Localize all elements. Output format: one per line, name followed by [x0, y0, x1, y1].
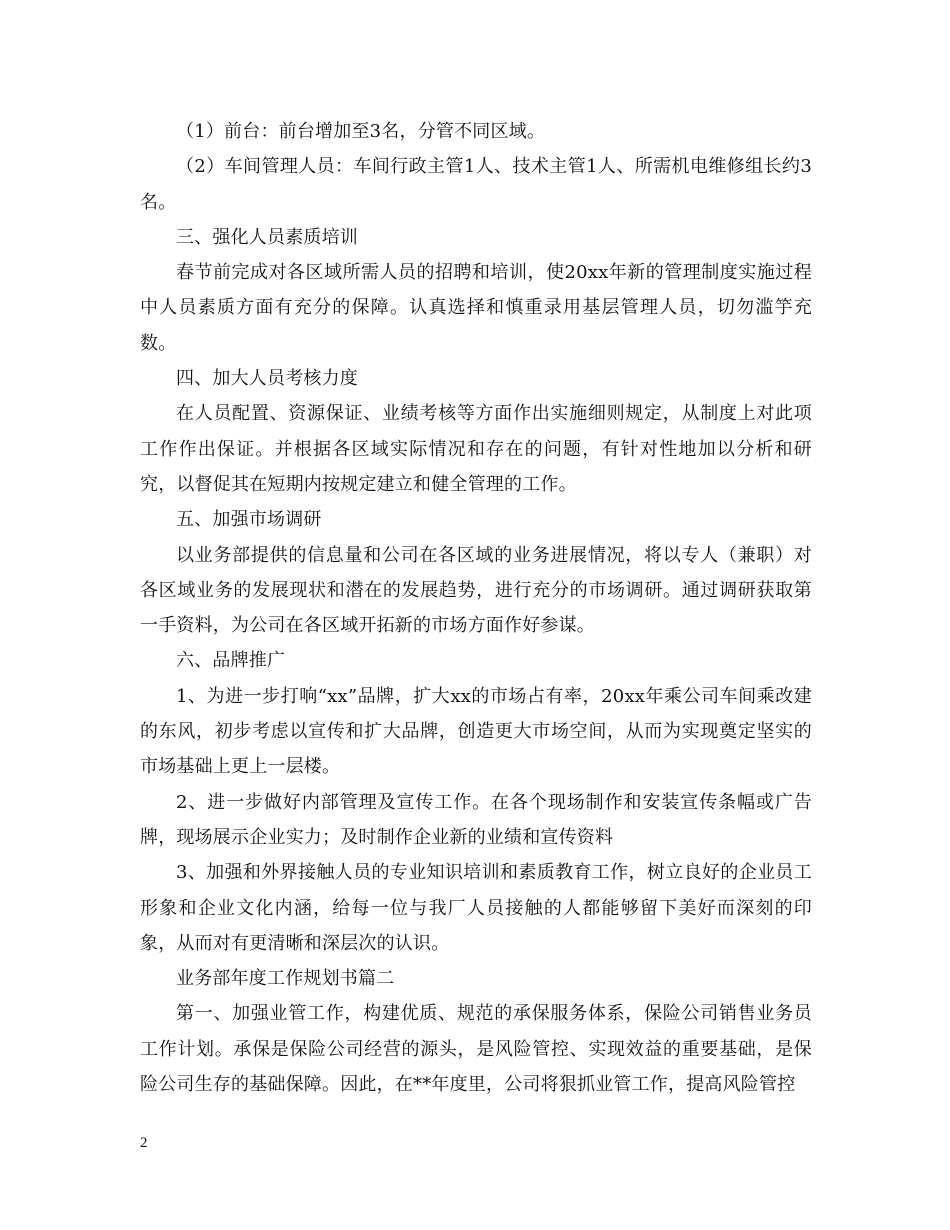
section-heading-part-two: 业务部年度工作规划书篇二 [176, 968, 395, 990]
paragraph-brand-2: 2、进一步做好内部管理及宣传工作。在各个现场制作和安装宣传条幅或广告牌，现场展示企业实力；及时制作企业新的业绩和宣传资料 [140, 791, 812, 848]
section-heading-training: 三、强化人员素质培训 [176, 226, 358, 248]
document-body [140, 114, 812, 1102]
page-number: 2 [140, 1135, 148, 1151]
paragraph-brand-1: 1、为进一步打响“xx”品牌，扩大xx的市场占有率，20xx年乘公司车间乘改建的东风，初步考虑以宣传和扩大品牌，创造更大市场空间，从而为实现奠定坚实的市场基础上更上一层楼。 [140, 685, 812, 778]
section-heading-assessment: 四、加大人员考核力度 [176, 368, 358, 390]
paragraph-front-desk: （1）前台：前台增加至3名，分管不同区域。 [176, 121, 546, 142]
paragraph-workshop-staff: （2）车间管理人员：车间行政主管1人、技术主管1人、所需机电维修组长约3名。 [140, 156, 812, 213]
paragraph-market-research: 以业务部提供的信息量和公司在各区域的业务进展情况，将以专人（兼职）对各区域业务的发展现状和潜在的发展趋势，进行充分的市场调研。通过调研获取第一手资料，为公司在各区域开拓新的市场方面作好参谋。 [140, 544, 812, 637]
paragraph-brand-3: 3、加强和外界接触人员的专业知识培训和素质教育工作，树立良好的企业员工形象和企业文化内涵，给每一位与我厂人员接触的人都能够留下美好而深刻的印象，从而对有更清晰和深层次的认识。 [140, 862, 812, 954]
paragraph-training: 春节前完成对各区域所需人员的招聘和培训，使20xx年新的管理制度实施过程中人员素质方面有充分的保障。认真选择和慎重录用基层管理人员，切勿滥竽充数。 [140, 262, 812, 354]
paragraph-underwriting: 第一、加强业管工作，构建优质、规范的承保服务体系，保险公司销售业务员工作计划。承保是保险公司经营的源头，是风险管控、实现效益的重要基础，是保险公司生存的基础保障。因此，在**年度里，公司将狠抓业管工作，提高风险管控 [140, 1003, 812, 1096]
paragraph-assessment: 在人员配置、资源保证、业绩考核等方面作出实施细则规定，从制度上对此项工作作出保证。并根据各区域实际情况和存在的问题，有针对性地加以分析和研究，以督促其在短期内按规定建立和健全管理的工作。 [140, 403, 812, 495]
section-heading-market-research: 五、加强市场调研 [176, 509, 322, 531]
section-heading-brand: 六、品牌推广 [176, 650, 286, 672]
